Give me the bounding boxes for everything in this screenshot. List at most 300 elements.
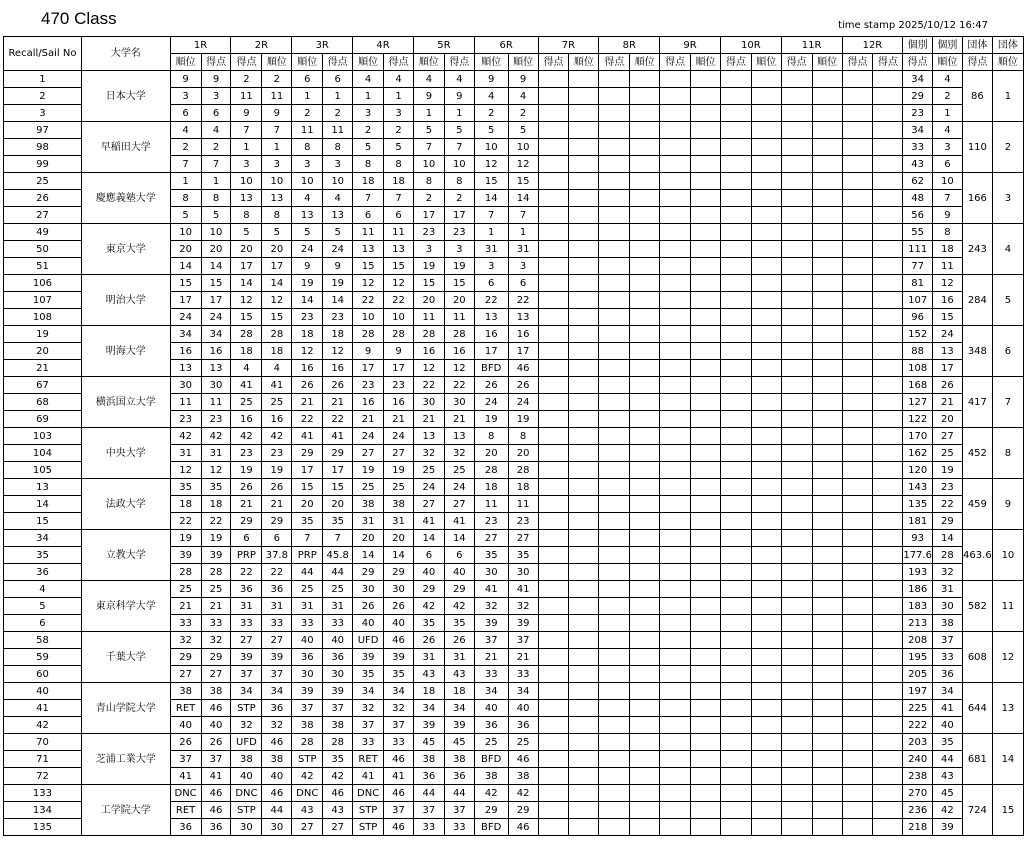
round-empty <box>569 547 599 564</box>
sail-number: 105 <box>4 462 82 479</box>
individual-score: 186 <box>903 581 933 598</box>
round-score: 16 <box>201 343 231 360</box>
round-empty <box>691 479 721 496</box>
round-score: 39 <box>323 683 353 700</box>
round-score: 18 <box>201 496 231 513</box>
round-rank: 39 <box>170 547 201 564</box>
round-empty <box>873 564 903 581</box>
round-score: 36 <box>201 819 231 836</box>
round-rank: 5 <box>292 224 323 241</box>
round-empty <box>691 343 721 360</box>
round-empty <box>781 632 812 649</box>
round-empty <box>720 734 751 751</box>
round-empty <box>873 360 903 377</box>
round-empty <box>781 717 812 734</box>
team-score: 284 <box>962 275 992 326</box>
round-score: 35 <box>323 513 353 530</box>
round-empty <box>842 819 873 836</box>
round-rank: 7 <box>474 207 508 224</box>
round-empty <box>873 479 903 496</box>
round-empty <box>599 751 630 768</box>
round-empty <box>873 105 903 122</box>
round-empty <box>873 394 903 411</box>
round-empty <box>781 734 812 751</box>
round-score: 27 <box>444 496 474 513</box>
individual-rank: 41 <box>932 700 962 717</box>
header-sub-score: 得点 <box>231 54 262 71</box>
round-empty <box>630 513 660 530</box>
individual-score: 29 <box>903 88 933 105</box>
individual-rank: 18 <box>932 241 962 258</box>
round-rank: 17 <box>170 292 201 309</box>
round-rank: 5 <box>231 224 262 241</box>
round-empty <box>660 717 691 734</box>
round-rank: 34 <box>231 683 262 700</box>
round-score: 19 <box>262 462 292 479</box>
round-empty <box>660 326 691 343</box>
individual-rank: 17 <box>932 360 962 377</box>
round-score: 25 <box>384 479 414 496</box>
team-score: 459 <box>962 479 992 530</box>
round-rank: BFD <box>474 751 508 768</box>
round-score: 33 <box>323 615 353 632</box>
round-rank: 15 <box>413 275 444 292</box>
table-row <box>4 581 1024 598</box>
round-rank: 40 <box>413 564 444 581</box>
round-score: 42 <box>201 428 231 445</box>
round-score: 8 <box>508 428 538 445</box>
round-score: 45.8 <box>323 547 353 564</box>
round-empty <box>569 71 599 88</box>
round-rank: 35 <box>353 666 384 683</box>
round-rank: 27 <box>353 445 384 462</box>
round-empty <box>569 819 599 836</box>
round-empty <box>538 71 569 88</box>
round-rank: 14 <box>170 258 201 275</box>
round-score: 46 <box>262 734 292 751</box>
round-empty <box>630 462 660 479</box>
round-empty <box>873 292 903 309</box>
round-empty <box>873 751 903 768</box>
round-score: 14 <box>262 275 292 292</box>
round-empty <box>751 156 781 173</box>
round-rank: 41 <box>474 581 508 598</box>
round-empty <box>781 88 812 105</box>
round-empty <box>781 598 812 615</box>
round-score: 41 <box>508 581 538 598</box>
round-empty <box>812 598 842 615</box>
round-empty <box>538 496 569 513</box>
round-score: 19 <box>444 258 474 275</box>
individual-rank: 14 <box>932 530 962 547</box>
round-score: 9 <box>384 343 414 360</box>
round-rank: 42 <box>170 428 201 445</box>
round-empty <box>812 462 842 479</box>
round-empty <box>781 802 812 819</box>
round-empty <box>812 377 842 394</box>
round-empty <box>873 241 903 258</box>
round-rank: 1 <box>292 88 323 105</box>
round-empty <box>873 326 903 343</box>
round-empty <box>569 377 599 394</box>
team-score: 681 <box>962 734 992 785</box>
sail-number: 49 <box>4 224 82 241</box>
round-rank: 3 <box>170 88 201 105</box>
round-empty <box>599 360 630 377</box>
individual-score: 177.6 <box>903 547 933 564</box>
individual-score: 168 <box>903 377 933 394</box>
round-score: 10 <box>262 173 292 190</box>
individual-rank: 42 <box>932 802 962 819</box>
round-rank: 27 <box>413 496 444 513</box>
round-empty <box>569 224 599 241</box>
round-rank: 16 <box>170 343 201 360</box>
round-rank: 13 <box>292 207 323 224</box>
round-score: 10 <box>201 224 231 241</box>
round-score: 11 <box>262 88 292 105</box>
round-empty <box>569 241 599 258</box>
table-row <box>4 530 1024 547</box>
round-empty <box>781 666 812 683</box>
round-rank: 23 <box>231 445 262 462</box>
round-rank: 36 <box>231 581 262 598</box>
round-score: 10 <box>444 156 474 173</box>
round-rank: 14 <box>353 547 384 564</box>
round-rank: 29 <box>413 581 444 598</box>
round-rank: 23 <box>353 377 384 394</box>
round-empty <box>538 428 569 445</box>
round-score: 41 <box>201 768 231 785</box>
round-rank: 29 <box>292 445 323 462</box>
round-empty <box>599 564 630 581</box>
round-score: 7 <box>508 207 538 224</box>
round-empty <box>842 513 873 530</box>
round-empty <box>781 156 812 173</box>
round-empty <box>781 462 812 479</box>
round-empty <box>720 768 751 785</box>
header-sub-rank: 順位 <box>508 54 538 71</box>
team-rank: 6 <box>992 326 1023 377</box>
team-rank: 9 <box>992 479 1023 530</box>
round-empty <box>812 649 842 666</box>
individual-score: 197 <box>903 683 933 700</box>
round-score: 37 <box>384 717 414 734</box>
round-empty <box>751 207 781 224</box>
round-rank: 13 <box>413 428 444 445</box>
individual-rank: 36 <box>932 666 962 683</box>
sail-number: 51 <box>4 258 82 275</box>
round-empty <box>812 530 842 547</box>
round-rank: 36 <box>474 717 508 734</box>
round-score: 6 <box>508 275 538 292</box>
round-empty <box>720 751 751 768</box>
sail-number: 2 <box>4 88 82 105</box>
round-empty <box>660 343 691 360</box>
round-score: 9 <box>201 71 231 88</box>
round-empty <box>691 649 721 666</box>
round-rank: 33 <box>170 615 201 632</box>
round-rank: 22 <box>292 411 323 428</box>
round-rank: 21 <box>413 411 444 428</box>
round-empty <box>538 462 569 479</box>
individual-rank: 28 <box>932 547 962 564</box>
round-rank: 28 <box>292 734 323 751</box>
round-score: 12 <box>262 292 292 309</box>
round-empty <box>691 241 721 258</box>
round-empty <box>751 785 781 802</box>
round-empty <box>660 275 691 292</box>
round-score: 22 <box>444 377 474 394</box>
round-empty <box>630 564 660 581</box>
round-empty <box>812 394 842 411</box>
round-empty <box>720 139 751 156</box>
round-score: 17 <box>444 207 474 224</box>
round-empty <box>812 343 842 360</box>
round-empty <box>873 683 903 700</box>
round-empty <box>691 190 721 207</box>
round-rank: 4 <box>474 88 508 105</box>
individual-rank: 43 <box>932 768 962 785</box>
round-empty <box>569 751 599 768</box>
round-rank: 2 <box>353 122 384 139</box>
round-empty <box>630 190 660 207</box>
round-rank: 16 <box>353 394 384 411</box>
sail-number: 97 <box>4 122 82 139</box>
round-empty <box>691 173 721 190</box>
round-empty <box>751 751 781 768</box>
header-round: 1R <box>170 37 231 54</box>
round-score: 11 <box>508 496 538 513</box>
round-rank: 41 <box>170 768 201 785</box>
round-rank: 36 <box>292 649 323 666</box>
round-empty <box>781 139 812 156</box>
round-empty <box>812 547 842 564</box>
round-score: 46 <box>201 700 231 717</box>
round-score: 5 <box>508 122 538 139</box>
round-rank: 12 <box>353 275 384 292</box>
round-rank: 36 <box>413 768 444 785</box>
round-score: 27 <box>323 819 353 836</box>
round-empty <box>720 258 751 275</box>
round-rank: 30 <box>292 666 323 683</box>
header-sub-score: 得点 <box>720 54 751 71</box>
team-rank: 12 <box>992 632 1023 683</box>
round-empty <box>691 785 721 802</box>
round-empty <box>781 496 812 513</box>
round-rank: 20 <box>292 496 323 513</box>
team-rank: 15 <box>992 785 1023 836</box>
round-rank: 20 <box>231 241 262 258</box>
round-score: 38 <box>444 751 474 768</box>
round-rank: 3 <box>474 258 508 275</box>
round-empty <box>812 819 842 836</box>
round-empty <box>781 394 812 411</box>
round-empty <box>751 428 781 445</box>
round-rank: 2 <box>292 105 323 122</box>
round-empty <box>691 394 721 411</box>
round-empty <box>599 343 630 360</box>
table-row <box>4 326 1024 343</box>
round-score: 29 <box>508 802 538 819</box>
round-empty <box>781 258 812 275</box>
round-rank: 26 <box>474 377 508 394</box>
round-rank: 34 <box>170 326 201 343</box>
team-score: 166 <box>962 173 992 224</box>
round-rank: 22 <box>474 292 508 309</box>
individual-rank: 8 <box>932 224 962 241</box>
header-sub-score: 得点 <box>842 54 873 71</box>
round-empty <box>691 700 721 717</box>
round-score: 36 <box>262 581 292 598</box>
round-rank: BFD <box>474 360 508 377</box>
round-rank: 12 <box>413 360 444 377</box>
round-score: 21 <box>201 598 231 615</box>
round-empty <box>720 190 751 207</box>
round-score: 13 <box>262 190 292 207</box>
round-rank: 42 <box>474 785 508 802</box>
sail-number: 133 <box>4 785 82 802</box>
round-empty <box>660 122 691 139</box>
round-empty <box>812 717 842 734</box>
round-empty <box>751 819 781 836</box>
round-score: 32 <box>262 717 292 734</box>
round-empty <box>660 513 691 530</box>
table-header <box>4 37 1024 71</box>
round-rank: 41 <box>231 377 262 394</box>
round-rank: 26 <box>292 377 323 394</box>
individual-rank: 22 <box>932 496 962 513</box>
round-empty <box>812 632 842 649</box>
timestamp: time stamp 2025/10/12 16:47 <box>838 20 988 31</box>
header-sub-score: 得点 <box>323 54 353 71</box>
round-rank: 16 <box>292 360 323 377</box>
round-rank: 39 <box>474 615 508 632</box>
round-rank: 14 <box>413 530 444 547</box>
round-empty <box>569 632 599 649</box>
round-empty <box>538 683 569 700</box>
round-score: 30 <box>201 377 231 394</box>
round-empty <box>842 105 873 122</box>
sail-number: 70 <box>4 734 82 751</box>
round-rank: 40 <box>353 615 384 632</box>
round-score: 39 <box>201 547 231 564</box>
round-empty <box>599 462 630 479</box>
round-rank: 37 <box>474 632 508 649</box>
round-score: 37 <box>201 751 231 768</box>
round-rank: 25 <box>231 394 262 411</box>
round-rank: 8 <box>353 156 384 173</box>
round-empty <box>842 564 873 581</box>
round-empty <box>751 326 781 343</box>
round-empty <box>691 71 721 88</box>
round-empty <box>751 190 781 207</box>
round-empty <box>812 496 842 513</box>
team-rank: 2 <box>992 122 1023 173</box>
round-rank: 20 <box>170 241 201 258</box>
round-empty <box>538 598 569 615</box>
header-sub-rank: 順位 <box>353 54 384 71</box>
round-empty <box>751 513 781 530</box>
round-rank: 9 <box>413 88 444 105</box>
university-name: 日本大学 <box>81 71 170 122</box>
round-score: 36 <box>323 649 353 666</box>
round-score: 42 <box>444 598 474 615</box>
round-rank: RET <box>170 802 201 819</box>
round-rank: 41 <box>353 768 384 785</box>
round-rank: 38 <box>292 717 323 734</box>
round-empty <box>781 343 812 360</box>
round-empty <box>660 190 691 207</box>
round-score: 24 <box>323 241 353 258</box>
round-score: 20 <box>201 241 231 258</box>
round-empty <box>569 768 599 785</box>
round-empty <box>751 649 781 666</box>
sail-number: 60 <box>4 666 82 683</box>
header-sub-rank: 順位 <box>630 54 660 71</box>
table-row <box>4 275 1024 292</box>
round-empty <box>538 649 569 666</box>
round-empty <box>599 717 630 734</box>
round-rank: 3 <box>353 105 384 122</box>
table-row <box>4 224 1024 241</box>
round-empty <box>812 666 842 683</box>
round-rank: 29 <box>170 649 201 666</box>
round-score: 34 <box>384 683 414 700</box>
round-empty <box>842 734 873 751</box>
round-rank: 6 <box>413 547 444 564</box>
round-empty <box>630 224 660 241</box>
round-empty <box>720 496 751 513</box>
round-rank: 38 <box>231 751 262 768</box>
round-empty <box>781 309 812 326</box>
university-name: 東京大学 <box>81 224 170 275</box>
round-score: 5 <box>201 207 231 224</box>
round-rank: 13 <box>170 360 201 377</box>
header-round: 2R <box>231 37 292 54</box>
round-rank: 3 <box>231 156 262 173</box>
individual-rank: 4 <box>932 71 962 88</box>
round-rank: 35 <box>474 547 508 564</box>
round-empty <box>660 479 691 496</box>
round-rank: 10 <box>474 139 508 156</box>
round-rank: 2 <box>231 71 262 88</box>
round-rank: 8 <box>474 428 508 445</box>
round-empty <box>630 802 660 819</box>
round-rank: 25 <box>413 462 444 479</box>
round-empty <box>720 122 751 139</box>
round-score: 42 <box>262 428 292 445</box>
table-row <box>4 173 1024 190</box>
round-empty <box>781 547 812 564</box>
round-rank: 17 <box>474 343 508 360</box>
round-empty <box>599 88 630 105</box>
round-score: 38 <box>384 496 414 513</box>
round-score: 46 <box>201 785 231 802</box>
round-empty <box>781 411 812 428</box>
round-empty <box>599 275 630 292</box>
round-rank: 31 <box>413 649 444 666</box>
round-rank: 29 <box>474 802 508 819</box>
round-empty <box>751 802 781 819</box>
round-empty <box>842 377 873 394</box>
header-round: 7R <box>538 37 599 54</box>
round-rank: 27 <box>170 666 201 683</box>
sail-number: 42 <box>4 717 82 734</box>
round-empty <box>691 564 721 581</box>
round-empty <box>842 530 873 547</box>
header-sub-score: 得点 <box>599 54 630 71</box>
round-empty <box>660 258 691 275</box>
